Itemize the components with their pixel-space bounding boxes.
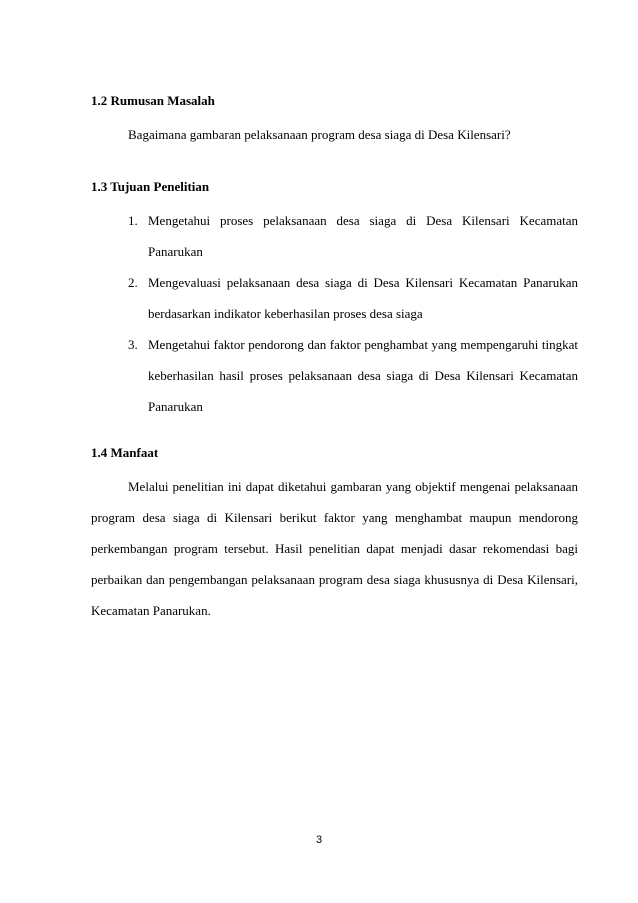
heading-tujuan-penelitian: 1.3 Tujuan Penelitian [91, 179, 210, 194]
paragraph-line: perkembangan program tersebut. Hasil penelitian dapat menjadi dasar rekomendasi bagi [91, 541, 578, 556]
paragraph-line: perbaikan dan pengembangan pelaksanaan program desa siaga khususnya di Desa Kilensari, [91, 572, 578, 587]
list-item-line: Panarukan [148, 399, 203, 414]
list-item-line: Mengetahui proses pelaksanaan desa siaga di Desa Kilensari Kecamatan [148, 213, 578, 228]
list-item-number: 2. [128, 275, 138, 290]
list-item [91, 267, 578, 329]
page-number: 3 [315, 834, 323, 846]
list-item-line: Mengevaluasi pelaksanaan desa siaga di Desa Kilensari Kecamatan Panarukan [148, 275, 578, 290]
rumusan-masalah-text: Bagaimana gambaran pelaksanaan program desa siaga di Desa Kilensari? [128, 127, 511, 142]
paragraph-line: program desa siaga di Kilensari berikut faktor yang menghambat maupun mendorong [91, 510, 578, 525]
section-tujuan-penelitian [91, 179, 578, 422]
manfaat-paragraph [91, 471, 578, 626]
section-manfaat [91, 445, 578, 626]
list-item-line: keberhasilan hasil proses pelaksanaan desa siaga di Desa Kilensari Kecamatan [148, 368, 578, 383]
list-item-line: Panarukan [148, 244, 203, 259]
list-item [91, 329, 578, 422]
section-rumusan-masalah [91, 93, 578, 150]
heading-rumusan-masalah: 1.2 Rumusan Masalah [91, 93, 215, 108]
paragraph-line: Melalui penelitian ini dapat diketahui gambaran yang objektif mengenai pelaksanaan [128, 479, 578, 494]
tujuan-list [91, 205, 578, 422]
list-item-line: berdasarkan indikator keberhasilan proses desa siaga [148, 306, 423, 321]
heading-manfaat: 1.4 Manfaat [91, 445, 159, 460]
list-item-line: Mengetahui faktor pendorong dan faktor penghambat yang mempengaruhi tingkat [148, 337, 578, 352]
list-item-number: 1. [128, 213, 138, 228]
paragraph-line: Kecamatan Panarukan. [91, 603, 211, 618]
list-item [91, 205, 578, 267]
list-item-number: 3. [128, 337, 138, 352]
